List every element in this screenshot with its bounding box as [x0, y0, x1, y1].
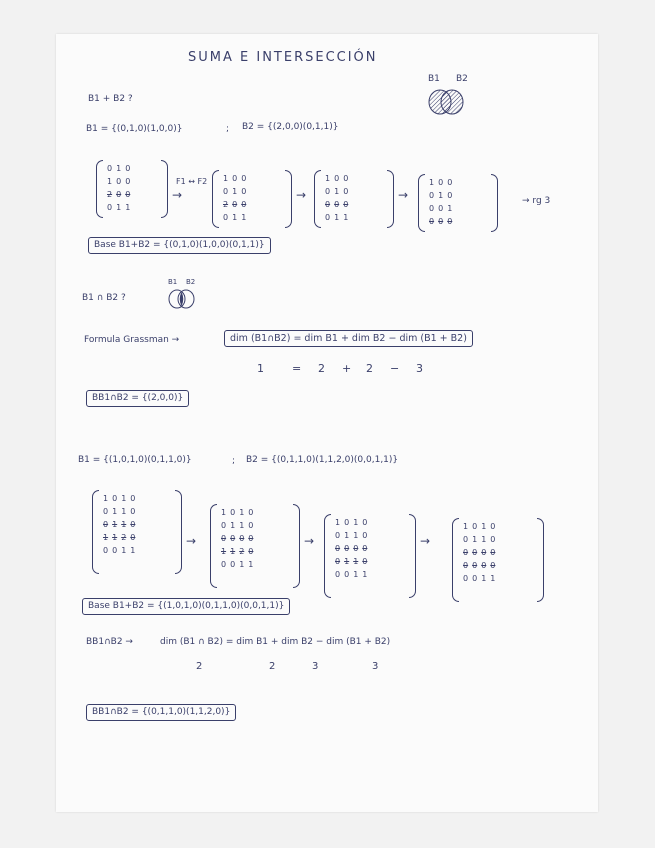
basis-b2-r4: B2 = {(0,1,1,0)(1,1,2,0)(0,0,1,1)}: [246, 455, 399, 465]
matrix-cell: 0: [335, 570, 341, 579]
matrix-cell: 1: [221, 508, 227, 517]
matrix-cell: 0: [344, 544, 350, 553]
matrix-cell: 0: [125, 177, 131, 186]
matrix-cell: 0: [107, 203, 113, 212]
matrix-bracket-left: [92, 490, 99, 574]
matrix: [212, 170, 292, 228]
matrix-cell: 0: [223, 187, 229, 196]
matrix-cell: 0: [230, 508, 236, 517]
matrix-row: [101, 492, 137, 505]
matrix-cell: 0: [241, 200, 247, 209]
matrix-cell: 1: [221, 547, 227, 556]
value: 3: [416, 362, 423, 375]
matrix-cell: 0: [344, 570, 350, 579]
matrix-cell: 0: [438, 178, 444, 187]
matrix-cell: 0: [130, 494, 136, 503]
matrix-cell: 1: [429, 178, 435, 187]
matrix-cell: 0: [239, 534, 245, 543]
matrix-cell: 0: [429, 191, 435, 200]
matrix-cell: 1: [353, 570, 359, 579]
matrix-cell: 1: [103, 494, 109, 503]
matrix-row: [333, 555, 369, 568]
page-title: SUMA E INTERSECCIÓN: [188, 50, 378, 65]
value: =: [292, 362, 302, 375]
matrix-bracket-right: [409, 514, 416, 598]
matrix-cell: 0: [490, 548, 496, 557]
matrix-cell: 1: [335, 518, 341, 527]
matrix-row: [219, 519, 255, 532]
matrix-cell: 0: [221, 521, 227, 530]
matrix-cell: 1: [481, 535, 487, 544]
matrix-cell: 0: [248, 521, 254, 530]
matrix-cell: 0: [447, 178, 453, 187]
matrix-cell: 1: [239, 560, 245, 569]
matrix-cell: 0: [325, 187, 331, 196]
matrix-cell: 0: [325, 213, 331, 222]
row-swap-op: F1 ↔ F2: [176, 177, 208, 186]
grassman-formula-box: dim (B1∩B2) = dim B1 + dim B2 − dim (B1 + B2): [224, 330, 473, 347]
matrix-cell: 0: [116, 190, 122, 199]
separator: ;: [226, 124, 230, 134]
matrix-row: [323, 172, 350, 185]
matrix-cell: 0: [334, 174, 340, 183]
notebook-page: [56, 34, 598, 812]
matrix-row: [323, 198, 350, 211]
matrix-cell: 1: [230, 521, 236, 530]
matrix-cell: 0: [343, 200, 349, 209]
matrix-cell: 0: [447, 191, 453, 200]
venn-label-b2: B2: [456, 74, 468, 84]
matrix-cell: 1: [116, 164, 122, 173]
matrix-cell: 1: [438, 191, 444, 200]
value: 2: [269, 661, 276, 672]
matrix-cell: 0: [490, 522, 496, 531]
matrix: [92, 490, 182, 574]
matrix-cell: 0: [463, 548, 469, 557]
matrix-cell: 0: [241, 187, 247, 196]
matrix-row: [333, 542, 369, 555]
matrix-bracket-left: [96, 160, 103, 218]
venn-circles-intersection-icon: [162, 277, 202, 311]
venn2-label-b2: B2: [186, 278, 196, 286]
matrix-cell: 0: [221, 534, 227, 543]
matrix: [418, 174, 498, 232]
matrix-cell: 0: [490, 561, 496, 570]
matrix-cell: 0: [103, 507, 109, 516]
matrix-bracket-right: [293, 504, 300, 588]
matrix-cell: 1: [112, 520, 118, 529]
matrix-cell: 0: [130, 533, 136, 542]
matrix-cell: 0: [130, 520, 136, 529]
matrix-cell: 2: [121, 533, 127, 542]
matrix-row: [101, 531, 137, 544]
matrix-row: [219, 545, 255, 558]
matrix-row: [221, 198, 248, 211]
transform-arrow-icon: →: [296, 188, 307, 202]
basis-b1-r4: B1 = {(1,0,1,0)(0,1,1,0)}: [78, 455, 192, 465]
matrix-cell: 1: [334, 213, 340, 222]
basis-b1: B1 = {(0,1,0)(1,0,0)}: [86, 124, 183, 134]
transform-arrow-icon: →: [420, 534, 431, 548]
matrix-row: [101, 505, 137, 518]
matrix-cell: 1: [112, 533, 118, 542]
matrix: [314, 170, 394, 228]
matrix-cell: 1: [121, 546, 127, 555]
matrix-row: [333, 516, 369, 529]
matrix-cell: 0: [325, 200, 331, 209]
venn-label-b1: B1: [428, 74, 440, 84]
intersection-label: BB1∩B2 →: [86, 637, 133, 647]
matrix-cell: 1: [121, 494, 127, 503]
matrix-cell: 0: [438, 217, 444, 226]
matrix-cell: 0: [334, 200, 340, 209]
matrix-cell: 0: [429, 217, 435, 226]
matrix-cell: 0: [125, 190, 131, 199]
base-intersection-box: BB1∩B2 = {(2,0,0)}: [86, 390, 189, 407]
matrix-cell: 2: [107, 190, 113, 199]
matrix-cell: 1: [353, 518, 359, 527]
base-intersection-box-2: BB1∩B2 = {(0,1,1,0)(1,1,2,0)}: [86, 704, 236, 721]
matrix-cell: 1: [248, 560, 254, 569]
matrix-row: [461, 572, 497, 585]
matrix-cell: 0: [232, 174, 238, 183]
matrix-cell: 1: [325, 174, 331, 183]
matrix: [210, 504, 300, 588]
matrix-row: [105, 162, 132, 175]
transform-arrow-icon: →: [304, 534, 315, 548]
matrix-cell: 1: [130, 546, 136, 555]
matrix-bracket-left: [324, 514, 331, 598]
matrix-cell: 0: [362, 557, 368, 566]
matrix-cell: 0: [230, 534, 236, 543]
matrix-cell: 0: [125, 164, 131, 173]
matrix-cell: 1: [223, 174, 229, 183]
transform-arrow-icon: →: [186, 534, 197, 548]
matrix-cell: 1: [344, 531, 350, 540]
matrix-row: [333, 529, 369, 542]
matrix-cell: 2: [223, 200, 229, 209]
matrix-cell: 0: [472, 522, 478, 531]
matrix-cell: 2: [239, 547, 245, 556]
matrix-cell: 1: [481, 574, 487, 583]
matrix-cell: 0: [241, 174, 247, 183]
value: −: [390, 362, 400, 375]
matrix-cell: 0: [472, 548, 478, 557]
matrix-row: [221, 185, 248, 198]
matrix-cell: 1: [103, 533, 109, 542]
matrix-cell: 1: [353, 531, 359, 540]
basis-b2: B2 = {(2,0,0)(0,1,1)}: [242, 122, 339, 132]
rank-result: → rg 3: [522, 196, 551, 206]
value: +: [342, 362, 352, 375]
matrix-bracket-right: [491, 174, 498, 232]
matrix-cell: 1: [344, 557, 350, 566]
matrix-cell: 1: [116, 203, 122, 212]
matrix-bracket-left: [314, 170, 321, 228]
value: 3: [372, 661, 379, 672]
matrix-cell: 0: [230, 560, 236, 569]
matrix: [96, 160, 168, 218]
matrix-cell: 1: [232, 187, 238, 196]
matrix-cell: 0: [343, 187, 349, 196]
matrix-cell: 0: [344, 518, 350, 527]
venn-diagram-sum: [418, 74, 478, 118]
matrix-bracket-right: [387, 170, 394, 228]
matrix-cell: 1: [353, 557, 359, 566]
matrix-row: [427, 202, 454, 215]
venn2-label-b1: B1: [168, 278, 178, 286]
matrix-cell: 0: [438, 204, 444, 213]
matrix-cell: 0: [248, 508, 254, 517]
matrix-cell: 1: [490, 574, 496, 583]
matrix-cell: 0: [481, 548, 487, 557]
matrix-row: [219, 506, 255, 519]
matrix-cell: 0: [343, 174, 349, 183]
matrix-row: [105, 175, 132, 188]
matrix-cell: 0: [463, 574, 469, 583]
matrix-bracket-right: [161, 160, 168, 218]
matrix-row: [427, 189, 454, 202]
matrix-cell: 1: [343, 213, 349, 222]
venn-circles-sum-icon: [418, 74, 478, 118]
matrix-cell: 0: [481, 561, 487, 570]
value: 2: [196, 661, 203, 672]
matrix-cell: 0: [472, 574, 478, 583]
matrix-row: [219, 558, 255, 571]
base-sum-box-2: Base B1+B2 = {(1,0,1,0)(0,1,1,0)(0,0,1,1)}: [82, 598, 290, 615]
matrix-cell: 0: [232, 200, 238, 209]
value: 1: [257, 362, 264, 375]
base-sum-box: Base B1+B2 = {(0,1,0)(1,0,0)(0,1,1)}: [88, 237, 271, 254]
matrix-row: [323, 185, 350, 198]
separator: ;: [232, 456, 236, 466]
matrix-cell: 1: [121, 520, 127, 529]
value: 3: [312, 661, 319, 672]
matrix-cell: 0: [362, 531, 368, 540]
matrix-cell: 1: [230, 547, 236, 556]
matrix-cell: 0: [107, 164, 113, 173]
matrix-row: [461, 559, 497, 572]
matrix-row: [323, 211, 350, 224]
matrix-cell: 1: [463, 522, 469, 531]
grassman-formula-2: dim (B1 ∩ B2) = dim B1 + dim B2 − dim (B1 + B2): [160, 637, 391, 647]
matrix-cell: 0: [248, 547, 254, 556]
matrix-bracket-right: [175, 490, 182, 574]
matrix-row: [333, 568, 369, 581]
matrix-row: [427, 176, 454, 189]
matrix-row: [101, 518, 137, 531]
matrix-cell: 1: [241, 213, 247, 222]
matrix-cell: 0: [472, 561, 478, 570]
matrix-cell: 0: [447, 217, 453, 226]
matrix-cell: 1: [125, 203, 131, 212]
matrix-cell: 0: [248, 534, 254, 543]
matrix-cell: 0: [335, 531, 341, 540]
matrix-cell: 0: [103, 520, 109, 529]
matrix-cell: 0: [116, 177, 122, 186]
matrix-cell: 0: [335, 544, 341, 553]
matrix-cell: 0: [362, 518, 368, 527]
matrix-row: [105, 201, 132, 214]
matrix-cell: 1: [447, 204, 453, 213]
matrix-cell: 1: [239, 521, 245, 530]
matrix-row: [461, 546, 497, 559]
matrix-cell: 0: [221, 560, 227, 569]
matrix-cell: 0: [490, 535, 496, 544]
matrix-bracket-right: [537, 518, 544, 602]
matrix: [324, 514, 416, 598]
venn-diagram-intersection: [162, 277, 202, 311]
matrix: [452, 518, 544, 602]
matrix-cell: 1: [362, 570, 368, 579]
matrix-cell: 0: [335, 557, 341, 566]
value: 2: [318, 362, 325, 375]
matrix-row: [221, 211, 248, 224]
matrix-cell: 0: [463, 535, 469, 544]
matrix-cell: 1: [472, 535, 478, 544]
matrix-bracket-left: [210, 504, 217, 588]
matrix-cell: 1: [107, 177, 113, 186]
matrix-row: [101, 544, 137, 557]
sum-question: B1 + B2 ?: [88, 94, 133, 104]
matrix-cell: 0: [112, 494, 118, 503]
transform-arrow-icon: →: [398, 188, 409, 202]
matrix-row: [461, 520, 497, 533]
matrix-cell: 1: [121, 507, 127, 516]
matrix-cell: 0: [130, 507, 136, 516]
intersection-question: B1 ∩ B2 ?: [82, 293, 126, 303]
grassman-label: Formula Grassman →: [84, 335, 180, 345]
matrix-row: [221, 172, 248, 185]
matrix-cell: 1: [112, 507, 118, 516]
matrix-cell: 0: [353, 544, 359, 553]
matrix-cell: 0: [463, 561, 469, 570]
transform-arrow-icon: →: [172, 188, 183, 202]
matrix-cell: 0: [223, 213, 229, 222]
matrix-cell: 1: [232, 213, 238, 222]
matrix-cell: 0: [362, 544, 368, 553]
matrix-bracket-left: [212, 170, 219, 228]
matrix-row: [427, 215, 454, 228]
matrix-cell: 0: [112, 546, 118, 555]
matrix-row: [461, 533, 497, 546]
matrix-cell: 1: [239, 508, 245, 517]
matrix-row: [219, 532, 255, 545]
matrix-cell: 1: [481, 522, 487, 531]
matrix-cell: 0: [103, 546, 109, 555]
matrix-bracket-left: [418, 174, 425, 232]
matrix-cell: 0: [429, 204, 435, 213]
value: 2: [366, 362, 373, 375]
matrix-row: [105, 188, 132, 201]
matrix-bracket-right: [285, 170, 292, 228]
matrix-cell: 1: [334, 187, 340, 196]
matrix-bracket-left: [452, 518, 459, 602]
